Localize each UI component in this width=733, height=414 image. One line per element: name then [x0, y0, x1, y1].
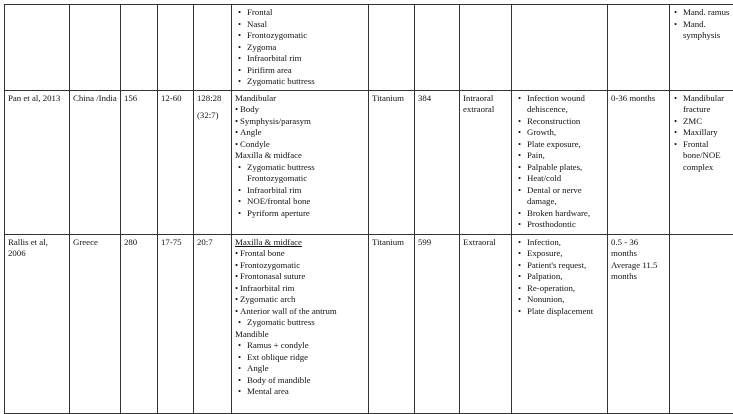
ratio-value: 128:28: [197, 93, 228, 105]
list-item-text: Frontozygomatic: [247, 173, 307, 183]
followup-cell: [608, 5, 670, 91]
list-item: • Mand. symphysis: [673, 19, 733, 42]
list-item: • Mand. ramus: [673, 7, 733, 19]
followup-cell: [608, 234, 670, 413]
plates-cell: 384: [415, 90, 460, 234]
country-cell: China /India: [70, 90, 121, 234]
patients-cell: 156: [121, 90, 158, 234]
country-cell: [70, 5, 121, 91]
list-item: • Infection wound dehiscence,: [515, 93, 604, 116]
complications-cell: [512, 234, 608, 413]
sites-cell: [232, 234, 369, 413]
list-item: • Pain,: [515, 150, 604, 162]
list-item: • Anterior wall of the antrum: [235, 306, 365, 318]
plates-cell: [415, 5, 460, 91]
list-item: • Prosthodontic: [515, 219, 604, 231]
complications-cell: [512, 5, 608, 91]
list-item: [235, 162, 365, 185]
list-item: • Growth,: [515, 127, 604, 139]
list-item: • Infraorbital rim: [235, 185, 365, 197]
material-cell: Titanium: [369, 234, 415, 413]
patients-cell: 280: [121, 234, 158, 413]
list-item: • Zygomatic buttress: [235, 76, 365, 88]
fracture-types-cell: [670, 90, 733, 234]
list-item: • Pyriform aperture: [235, 208, 365, 220]
list-item: • Patient's request,: [515, 260, 604, 272]
list-item: • Nonunion,: [515, 294, 604, 306]
complications-list: [515, 237, 604, 318]
list-item: • Frontal bone: [235, 248, 365, 260]
list-item: • Nasal: [235, 19, 365, 31]
list-item: • Infection,: [515, 237, 604, 249]
age-cell: 17-75: [158, 234, 194, 413]
approach-cell: Intraoral extraoral: [460, 90, 512, 234]
list-item: • Maxillary: [673, 127, 733, 139]
sites-list: [235, 7, 365, 88]
list-item: • Body of mandible: [235, 375, 365, 387]
sites-list: [235, 248, 365, 317]
list-item: • Ext oblique ridge: [235, 352, 365, 364]
list-item: • Condyle: [235, 139, 365, 151]
sites-heading: Maxilla & midface: [235, 150, 365, 162]
sites-cell: [232, 90, 369, 234]
followup-range: 0.5 - 36 months: [611, 237, 666, 260]
list-item: • Mental area: [235, 386, 365, 398]
list-item: • Palpable plates,: [515, 162, 604, 174]
sites-list: [235, 340, 365, 398]
studies-table: [4, 4, 733, 414]
ratio-simplified: (32:7): [197, 110, 228, 122]
sites-list: [235, 317, 365, 329]
list-item: • Dental or nerve damage,: [515, 185, 604, 208]
list-item: • Frontozygomatic: [235, 260, 365, 272]
list-item: • Frontal bone/NOE complex: [673, 139, 733, 174]
approach-cell: [460, 5, 512, 91]
study-cell: Rallis et al, 2006: [5, 234, 70, 413]
list-item: • Exposure,: [515, 248, 604, 260]
table-row: [5, 90, 733, 234]
list-item: • Ramus + condyle: [235, 340, 365, 352]
list-item: • Symphysis/parasym: [235, 116, 365, 128]
list-item: • Zygomatic buttress: [235, 317, 365, 329]
ratio-cell: [194, 5, 232, 91]
complications-list: [515, 93, 604, 231]
list-item: • NOE/frontal bone: [235, 196, 365, 208]
list-item: • Plate exposure,: [515, 139, 604, 151]
plates-cell: 599: [415, 234, 460, 413]
list-item: • ZMC: [673, 116, 733, 128]
list-item: • Broken hardware,: [515, 208, 604, 220]
fracture-types-cell: [670, 234, 733, 413]
table-row: [5, 5, 733, 91]
list-item: • Frontozygomatic: [235, 30, 365, 42]
list-item: • Infraorbital rim: [235, 283, 365, 295]
fracture-types-list: [673, 7, 733, 42]
fracture-types-list: [673, 93, 733, 174]
complications-cell: [512, 90, 608, 234]
list-item: • Body: [235, 104, 365, 116]
list-item: • Reconstruction: [515, 116, 604, 128]
list-item: • Plate displacement: [515, 306, 604, 318]
list-item: • Zygoma: [235, 42, 365, 54]
followup-cell: 0-36 months: [608, 90, 670, 234]
country-cell: Greece: [70, 234, 121, 413]
sites-list: [235, 104, 365, 150]
table-row: [5, 234, 733, 413]
list-item: • Angle: [235, 127, 365, 139]
followup-average: Average 11.5 months: [611, 260, 666, 283]
ratio-cell: 20:7: [194, 234, 232, 413]
list-item: • Pirifirm area: [235, 65, 365, 77]
sites-heading: Mandibular: [235, 93, 365, 105]
material-cell: Titanium: [369, 90, 415, 234]
ratio-cell: [194, 90, 232, 234]
list-item: • Re-operation,: [515, 283, 604, 295]
study-cell: [5, 5, 70, 91]
list-item: • Angle: [235, 363, 365, 375]
material-cell: [369, 5, 415, 91]
sites-list: [235, 162, 365, 220]
age-cell: 12-60: [158, 90, 194, 234]
patients-cell: [121, 5, 158, 91]
list-item: • Palpation,: [515, 271, 604, 283]
list-item: • Zygomatic arch: [235, 294, 365, 306]
list-item: • Mandibular fracture: [673, 93, 733, 116]
list-item-text: Zygomatic buttress: [247, 162, 315, 172]
list-item: • Frontonasal suture: [235, 271, 365, 283]
list-item: • Infraorbital rim: [235, 53, 365, 65]
fracture-types-cell: [670, 5, 733, 91]
list-item: • Heat/cold: [515, 173, 604, 185]
sites-heading: Maxilla & midface: [235, 237, 365, 249]
list-item: • Frontal: [235, 7, 365, 19]
sites-heading: Mandible: [235, 329, 365, 341]
study-cell: Pan et al, 2013: [5, 90, 70, 234]
approach-cell: Extraoral: [460, 234, 512, 413]
sites-cell: [232, 5, 369, 91]
age-cell: [158, 5, 194, 91]
